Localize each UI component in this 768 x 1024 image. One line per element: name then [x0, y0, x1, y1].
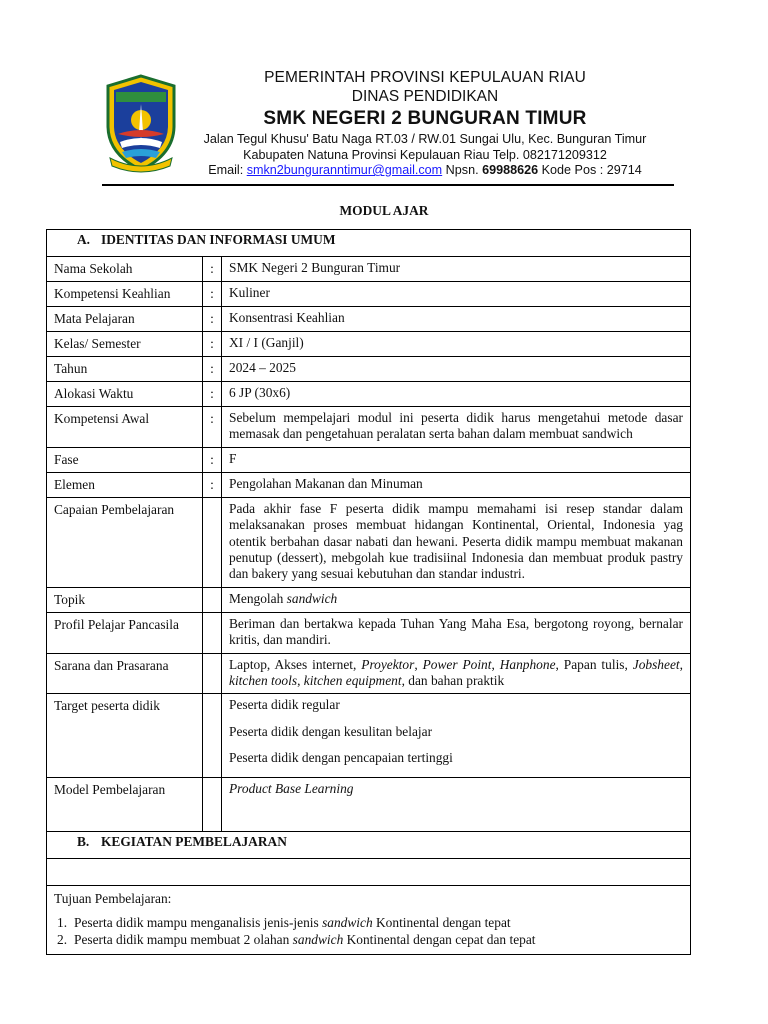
npsn-value: 69988626	[482, 163, 539, 177]
topic-term: sandwich	[286, 590, 338, 606]
item-text	[74, 914, 511, 931]
text-fragment: ,	[491, 656, 500, 672]
row-label: Tahun	[47, 357, 203, 381]
row-colon	[203, 588, 222, 612]
table-row-mata-pelajaran	[47, 307, 690, 332]
item-number: 1.	[57, 914, 68, 930]
italic-term: Proyektor	[361, 656, 415, 672]
row-label: Model Pembelajaran	[47, 778, 203, 831]
target-item: Peserta didik dengan kesulitan belajar	[229, 723, 433, 739]
row-colon: :	[203, 332, 222, 356]
row-value: Pada akhir fase F peserta didik mampu memahami isi resep standar dalam melaksanakan proses membuat hidangan Kontinental, Oriental, Indonesia yag otentik berbahan dasar nabati dan hewani. Peserta didik mampu membuat makanan penutup (dessert), mebgolah kue tradisiinal Indonesia dan membuat produk pastry dan bakery yang sesuai kebutuhan dan standar industri.	[229, 500, 683, 582]
text-fragment: Kontinental dengan cepat dan tepat	[343, 931, 536, 947]
italic-term: Jobsheet	[632, 656, 680, 672]
italic-term: sandwich	[292, 931, 344, 947]
table-row-alokasi-waktu	[47, 382, 690, 407]
italic-term: kitchen tools	[229, 673, 298, 689]
table-row-sarana-prasarana	[47, 654, 690, 695]
section-b-number: B.	[77, 833, 90, 849]
school-regency-phone: Kabupaten Natuna Provinsi Kepulauan Riau Telp. 082171209312	[243, 147, 607, 162]
provincial-crest-logo	[104, 74, 178, 174]
government-name: PEMERINTAH PROVINSI KEPULAUAN RIAU	[264, 69, 586, 86]
section-b-header	[47, 832, 690, 859]
letterhead	[102, 68, 674, 186]
italic-term: kitchen equipment	[303, 673, 402, 689]
row-label: Target peserta didik	[47, 694, 203, 776]
text-fragment: , Papan tulis,	[555, 656, 633, 672]
row-value	[222, 694, 690, 776]
row-label: Topik	[47, 588, 203, 612]
text-fragment: Peserta didik mampu menganalisis jenis-jenis	[74, 914, 323, 930]
section-a-number: A.	[77, 232, 91, 247]
row-label: Profil Pelajar Pancasila	[47, 613, 203, 653]
row-label: Mata Pelajaran	[47, 307, 203, 331]
topic-prefix: Mengolah	[229, 590, 287, 606]
row-colon: :	[203, 282, 222, 306]
text-fragment: Kontinental dengan tepat	[372, 914, 511, 930]
table-row-tahun	[47, 357, 690, 382]
module-table	[46, 229, 691, 955]
row-label: Elemen	[47, 473, 203, 497]
target-item: Peserta didik regular	[229, 697, 340, 713]
row-colon	[203, 694, 222, 776]
table-row-target-peserta	[47, 694, 690, 777]
row-value: Kuliner	[229, 285, 270, 300]
table-row-topik	[47, 588, 690, 613]
target-item: Peserta didik dengan pencapaian tertinggi	[229, 750, 453, 766]
row-label: Kompetensi Awal	[47, 407, 203, 447]
row-label: Kelas/ Semester	[47, 332, 203, 356]
row-label: Capaian Pembelajaran	[47, 498, 203, 587]
table-row-fase	[47, 448, 690, 473]
objectives-list	[54, 914, 536, 948]
row-colon	[203, 498, 222, 587]
item-text	[74, 931, 536, 948]
email-label: Email:	[208, 163, 247, 177]
school-name: SMK NEGERI 2 BUNGURAN TIMUR	[263, 108, 587, 129]
row-value	[222, 778, 690, 831]
table-row-kompetensi-awal	[47, 407, 690, 448]
learning-objectives	[47, 886, 543, 954]
school-contact-line	[180, 163, 670, 179]
table-row-elemen	[47, 473, 690, 498]
italic-term: Hanphone	[499, 656, 556, 672]
section-a-header	[47, 230, 690, 257]
italic-term: Power Point	[422, 656, 492, 672]
npsn-label: Npsn.	[442, 163, 483, 177]
section-b-title: KEGIATAN PEMBELAJARAN	[101, 833, 287, 849]
row-colon	[203, 613, 222, 653]
row-value: XI / I (Ganjil)	[229, 335, 304, 350]
row-label: Nama Sekolah	[47, 257, 203, 281]
model-name: Product Base Learning	[229, 780, 354, 796]
row-value: Beriman dan bertakwa kepada Tuhan Yang Maha Esa, bergotong royong, bernalar kritis, dan mandiri.	[229, 615, 683, 648]
row-colon	[203, 778, 222, 831]
row-value: Sebelum mempelajari modul ini peserta didik harus mengetahui metode dasar memasak dan pengetahuan peralatan serta bahan dalam membuat sandwich	[229, 410, 683, 442]
letterhead-divider	[102, 184, 674, 186]
row-value	[222, 654, 690, 694]
text-fragment: Laptop, Akses internet,	[229, 656, 362, 672]
text-fragment: ,	[414, 656, 423, 672]
row-value: 6 JP (30x6)	[229, 385, 291, 400]
row-value: Konsentrasi Keahlian	[229, 310, 345, 325]
row-colon: :	[203, 357, 222, 381]
school-address: Jalan Tegul Khusu' Batu Naga RT.03 / RW.01 Sungai Ulu, Kec. Bunguran Timur	[203, 132, 647, 146]
table-row-model-pembelajaran	[47, 778, 690, 832]
row-colon: :	[203, 407, 222, 447]
table-row-capaian-pembelajaran	[47, 498, 690, 588]
postal-code: Kode Pos : 29714	[538, 163, 642, 177]
row-value: F	[229, 450, 237, 466]
table-row-empty	[47, 859, 690, 886]
email-link[interactable]: smkn2bunguranntimur@gmail.com	[246, 163, 443, 177]
text-fragment: ,	[679, 656, 683, 672]
text-fragment: Peserta didik mampu membuat 2 olahan	[74, 931, 293, 947]
row-label: Alokasi Waktu	[47, 382, 203, 406]
list-item	[54, 914, 536, 931]
document-title: MODUL AJAR	[339, 203, 429, 218]
row-value: 2024 – 2025	[229, 360, 296, 375]
text-fragment: ,	[297, 673, 304, 689]
row-colon: :	[203, 382, 222, 406]
table-row-profil-pelajar	[47, 613, 690, 654]
row-colon: :	[203, 257, 222, 281]
table-row-nama-sekolah	[47, 257, 690, 282]
italic-term: sandwich	[322, 914, 373, 930]
row-colon	[203, 654, 222, 694]
table-row-kelas-semester	[47, 332, 690, 357]
row-colon: :	[203, 473, 222, 497]
objectives-heading: Tujuan Pembelajaran:	[54, 890, 172, 906]
department-name: DINAS PENDIDIKAN	[351, 88, 499, 105]
row-colon: :	[203, 448, 222, 472]
text-fragment: , dan bahan praktik	[401, 673, 505, 689]
row-value: Pengolahan Makanan dan Minuman	[229, 475, 423, 491]
row-label: Sarana dan Prasarana	[47, 654, 203, 694]
item-number: 2.	[57, 931, 68, 947]
letterhead-text	[180, 68, 670, 179]
row-value	[222, 588, 690, 612]
table-row-kompetensi-keahlian	[47, 282, 690, 307]
row-label: Fase	[47, 448, 203, 472]
row-label: Kompetensi Keahlian	[47, 282, 203, 306]
row-colon: :	[203, 307, 222, 331]
row-value: SMK Negeri 2 Bunguran Timur	[229, 260, 401, 275]
table-row-tujuan	[47, 886, 690, 954]
list-item	[54, 931, 536, 948]
section-a-title: IDENTITAS DAN INFORMASI UMUM	[101, 232, 336, 247]
